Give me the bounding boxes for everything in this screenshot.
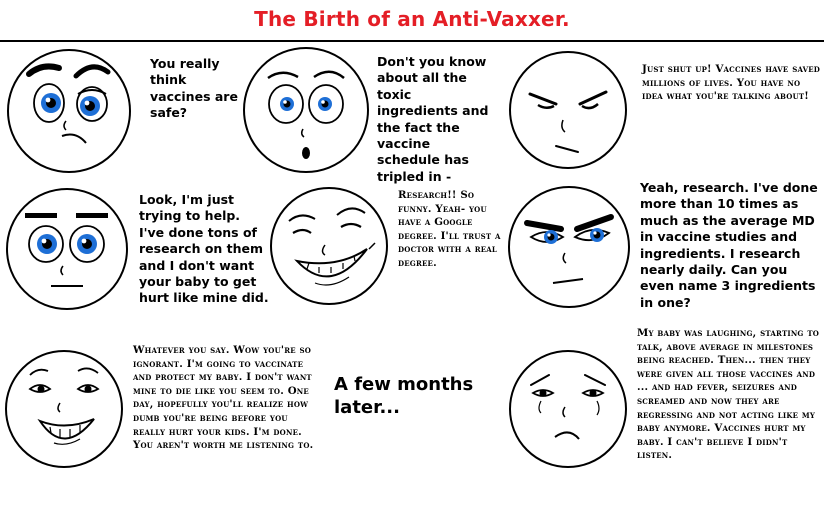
- panel-9-speech: My baby was laughing, starting to talk, above average in milestones being reached. Then... then they were given all those vaccines and ... and had fever, seizures and screamed and now they are regressing and not acting like my baby anymore. Vaccines hurt my baby. I can't believe I didn't listen.: [637, 327, 820, 462]
- panel-7-speech: Whatever you say. Wow you're so ignorant. I'm going to vaccinate and protect my baby. I don't want mine to die like you seem to. One day, hopefully you'll realize how dumb you're being before you really hurt your kids. I'm done. You aren't worth me listening to.: [133, 344, 314, 452]
- surprised-face-icon: [240, 44, 370, 176]
- comic-title: The Birth of an Anti-Vaxxer.: [254, 7, 570, 31]
- panel-4-speech: Look, I'm just trying to help. I've done tons of research on them and I don't want your baby to get hurt like mine did.: [139, 192, 269, 306]
- determined-face-icon: [505, 183, 633, 311]
- title-divider: [0, 40, 824, 42]
- distressed-face-icon: [507, 347, 629, 471]
- panel-1-speech: You really think vaccines are safe?: [150, 56, 238, 121]
- earnest-face-icon: [3, 186, 131, 312]
- laughing-face-icon: [267, 185, 391, 307]
- panel-3-speech: Just shut up! Vaccines have saved millions of lives. You have no idea what you're talking about!: [642, 63, 821, 103]
- skeptical-face-icon: [4, 46, 134, 176]
- panel-5-speech: Research!! So funny. Yeah- you have a Google degree. I'll trust a doctor with a real degree.: [398, 189, 501, 269]
- smug-face-icon: [4, 345, 124, 473]
- angry-face-icon: [508, 48, 628, 172]
- panel-2-speech: Don't you know about all the toxic ingredients and the fact the vaccine schedule has tripled in -: [377, 54, 489, 184]
- panel-8-caption: A few months later...: [334, 374, 474, 418]
- panel-6-speech: Yeah, research. I've done more than 10 times as much as the average MD in vaccine studies and ingredients. I research nearly daily. Can you even name 3 ingredients in one?: [640, 180, 818, 310]
